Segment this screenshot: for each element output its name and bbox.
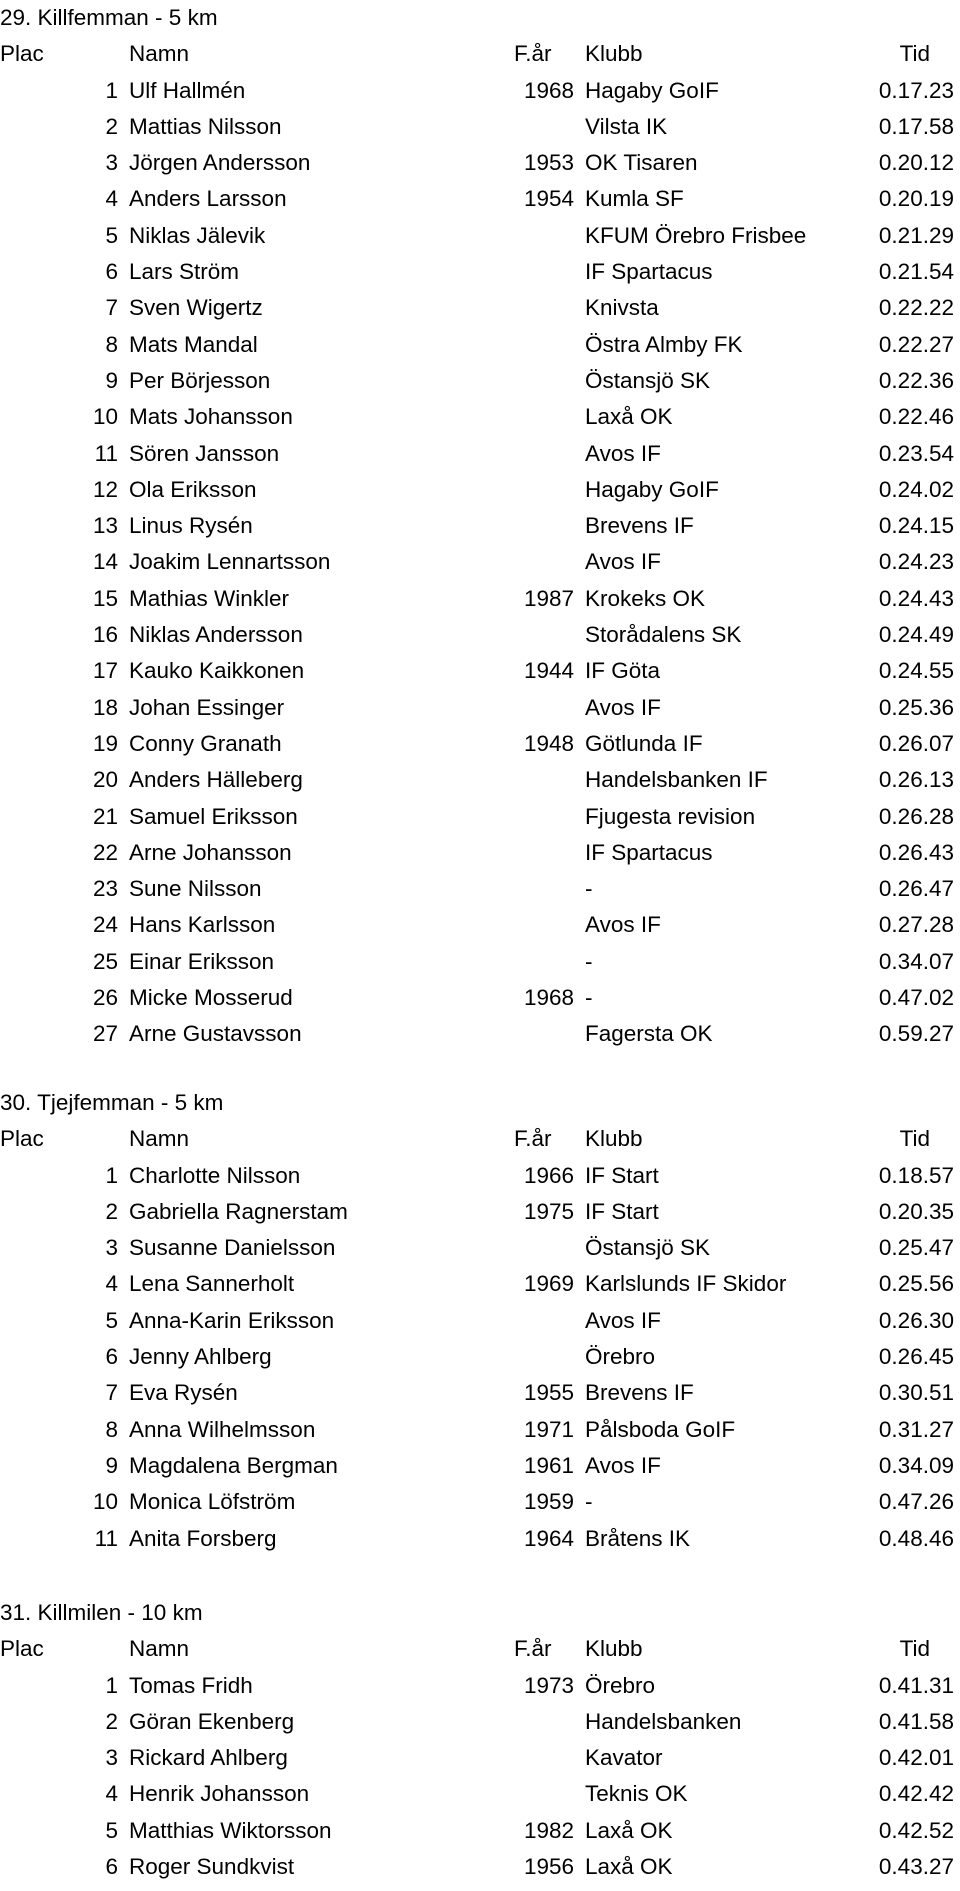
- column-header-row: [0, 1631, 960, 1667]
- cell-klubb: Hagaby GoIF: [585, 476, 719, 502]
- table-row: [0, 508, 960, 544]
- cell-plac: 27: [92, 1021, 118, 1047]
- table-row: [0, 1158, 960, 1194]
- cell-plac: 3: [105, 1235, 118, 1261]
- cell-namn: Henrik Johansson: [129, 1781, 310, 1807]
- table-row: [0, 109, 960, 145]
- cell-klubb: Brevens IF: [585, 513, 694, 539]
- cell-tid: 0.27.28: [878, 912, 954, 938]
- cell-plac: 11: [94, 440, 118, 466]
- cell-tid: 0.26.47: [878, 876, 954, 902]
- cell-klubb: Avos IF: [585, 1307, 661, 1333]
- table-row: [0, 1412, 960, 1448]
- table-row: [0, 1016, 960, 1052]
- cell-plac: 12: [92, 476, 118, 502]
- cell-plac: 6: [105, 1344, 118, 1370]
- table-row: [0, 762, 960, 798]
- cell-year: 1964: [523, 1525, 574, 1551]
- header-year: F.år: [514, 41, 552, 67]
- cell-year: 1956: [523, 1854, 574, 1880]
- cell-namn: Conny Granath: [129, 730, 282, 756]
- cell-tid: 0.25.56: [878, 1271, 954, 1297]
- header-plac: Plac: [0, 1636, 44, 1662]
- cell-tid: 0.24.15: [878, 513, 954, 539]
- cell-namn: Niklas Jälevik: [129, 222, 266, 248]
- cell-plac: 1: [105, 1162, 118, 1188]
- table-row: [0, 399, 960, 435]
- cell-namn: Eva Rysén: [129, 1380, 238, 1406]
- cell-plac: 9: [105, 367, 118, 393]
- cell-namn: Mattias Nilsson: [129, 113, 282, 139]
- table-row: [0, 254, 960, 290]
- table-row: [0, 1339, 960, 1375]
- cell-plac: 16: [92, 622, 118, 648]
- cell-year: 1968: [523, 985, 574, 1011]
- table-row: [0, 726, 960, 762]
- header-klubb: Klubb: [585, 41, 643, 67]
- cell-namn: Anna-Karin Eriksson: [129, 1307, 335, 1333]
- results-section: [0, 1085, 960, 1557]
- cell-tid: 0.24.55: [878, 658, 954, 684]
- cell-tid: 0.26.28: [878, 803, 954, 829]
- cell-tid: 0.18.57: [878, 1162, 954, 1188]
- header-year: F.år: [514, 1126, 552, 1152]
- section-title: 31. Killmilen - 10 km: [0, 1600, 203, 1625]
- cell-namn: Tomas Fridh: [129, 1672, 253, 1698]
- cell-namn: Micke Mosserud: [129, 985, 293, 1011]
- column-header-row: [0, 36, 960, 72]
- cell-plac: 15: [92, 585, 118, 611]
- table-row: [0, 327, 960, 363]
- cell-tid: 0.26.13: [878, 767, 954, 793]
- section-title-row: [0, 1595, 960, 1631]
- cell-plac: 19: [92, 730, 118, 756]
- table-row: [0, 1704, 960, 1740]
- cell-year: 1982: [523, 1817, 574, 1843]
- cell-klubb: Pålsboda GoIF: [585, 1416, 736, 1442]
- cell-klubb: Teknis OK: [585, 1781, 688, 1807]
- cell-namn: Jörgen Andersson: [129, 150, 311, 176]
- table-row: [0, 871, 960, 907]
- cell-plac: 2: [105, 1198, 118, 1224]
- cell-namn: Samuel Eriksson: [129, 803, 298, 829]
- cell-year: 1959: [523, 1489, 574, 1515]
- table-row: [0, 944, 960, 980]
- table-row: [0, 1740, 960, 1776]
- table-row: [0, 1668, 960, 1704]
- cell-klubb: Laxå OK: [585, 404, 673, 430]
- cell-tid: 0.34.07: [878, 948, 954, 974]
- cell-namn: Anita Forsberg: [129, 1525, 277, 1551]
- table-row: [0, 617, 960, 653]
- cell-plac: 7: [105, 1380, 118, 1406]
- table-row: [0, 145, 960, 181]
- cell-klubb: IF Spartacus: [585, 259, 713, 285]
- cell-namn: Lars Ström: [129, 259, 240, 285]
- cell-namn: Charlotte Nilsson: [129, 1162, 301, 1188]
- cell-tid: 0.41.31: [878, 1672, 954, 1698]
- cell-klubb: Avos IF: [585, 694, 661, 720]
- cell-year: 1944: [523, 658, 574, 684]
- cell-year: 1975: [523, 1198, 574, 1224]
- cell-tid: 0.43.27: [878, 1854, 954, 1880]
- cell-namn: Sören Jansson: [129, 440, 280, 466]
- cell-klubb: KFUM Örebro Frisbee: [585, 222, 807, 248]
- cell-tid: 0.26.30: [878, 1307, 954, 1333]
- table-row: [0, 73, 960, 109]
- header-namn: Namn: [129, 41, 190, 67]
- cell-klubb: Kavator: [585, 1745, 663, 1771]
- cell-klubb: Laxå OK: [585, 1854, 673, 1880]
- header-klubb: Klubb: [585, 1636, 643, 1662]
- cell-klubb: Storådalens SK: [585, 622, 742, 648]
- cell-namn: Susanne Danielsson: [129, 1235, 336, 1261]
- cell-plac: 3: [105, 1745, 118, 1771]
- cell-tid: 0.22.22: [878, 295, 954, 321]
- cell-plac: 20: [92, 767, 118, 793]
- cell-tid: 0.22.46: [878, 404, 954, 430]
- cell-namn: Johan Essinger: [129, 694, 285, 720]
- cell-namn: Per Börjesson: [129, 367, 271, 393]
- cell-klubb: IF Spartacus: [585, 839, 713, 865]
- cell-namn: Matthias Wiktorsson: [129, 1817, 332, 1843]
- cell-plac: 21: [92, 803, 118, 829]
- header-plac: Plac: [0, 1126, 44, 1152]
- cell-klubb: -: [585, 1489, 593, 1515]
- cell-plac: 18: [92, 694, 118, 720]
- table-row: [0, 290, 960, 326]
- cell-plac: 5: [105, 1307, 118, 1333]
- cell-namn: Arne Gustavsson: [129, 1021, 302, 1047]
- cell-tid: 0.25.36: [878, 694, 954, 720]
- cell-namn: Rickard Ahlberg: [129, 1745, 288, 1771]
- cell-tid: 0.24.02: [878, 476, 954, 502]
- cell-namn: Mats Mandal: [129, 331, 258, 357]
- cell-klubb: Avos IF: [585, 1452, 661, 1478]
- table-row: [0, 436, 960, 472]
- cell-namn: Einar Eriksson: [129, 948, 275, 974]
- cell-plac: 4: [105, 1271, 118, 1297]
- cell-tid: 0.24.43: [878, 585, 954, 611]
- cell-plac: 8: [105, 331, 118, 357]
- section-title: 29. Killfemman - 5 km: [0, 5, 218, 30]
- cell-plac: 14: [92, 549, 118, 575]
- cell-klubb: Östansjö SK: [585, 1235, 711, 1261]
- cell-plac: 4: [105, 186, 118, 212]
- cell-namn: Joakim Lennartsson: [129, 549, 331, 575]
- cell-year: 1969: [523, 1271, 574, 1297]
- cell-klubb: Karlslunds IF Skidor: [585, 1271, 787, 1297]
- cell-year: 1954: [523, 186, 574, 212]
- cell-klubb: Brevens IF: [585, 1380, 694, 1406]
- table-row: [0, 581, 960, 617]
- cell-namn: Sven Wigertz: [129, 295, 263, 321]
- cell-klubb: Bråtens IK: [585, 1525, 691, 1551]
- table-row: [0, 544, 960, 580]
- cell-tid: 0.31.27: [878, 1416, 954, 1442]
- table-row: [0, 1521, 960, 1557]
- table-row: [0, 363, 960, 399]
- cell-klubb: IF Göta: [585, 658, 661, 684]
- cell-klubb: Krokeks OK: [585, 585, 706, 611]
- cell-namn: Niklas Andersson: [129, 622, 303, 648]
- cell-tid: 0.42.42: [878, 1781, 954, 1807]
- cell-plac: 3: [105, 150, 118, 176]
- cell-namn: Jenny Ahlberg: [129, 1344, 272, 1370]
- cell-plac: 2: [105, 113, 118, 139]
- cell-namn: Hans Karlsson: [129, 912, 276, 938]
- cell-tid: 0.21.54: [878, 259, 954, 285]
- cell-klubb: -: [585, 948, 593, 974]
- cell-klubb: Kumla SF: [585, 186, 684, 212]
- cell-year: 1966: [523, 1162, 574, 1188]
- cell-namn: Arne Johansson: [129, 839, 292, 865]
- cell-tid: 0.22.27: [878, 331, 954, 357]
- cell-tid: 0.24.49: [878, 622, 954, 648]
- cell-year: 1955: [523, 1380, 574, 1406]
- cell-namn: Roger Sundkvist: [129, 1854, 295, 1880]
- cell-klubb: Knivsta: [585, 295, 659, 321]
- cell-plac: 23: [92, 876, 118, 902]
- cell-tid: 0.25.47: [878, 1235, 954, 1261]
- cell-klubb: IF Start: [585, 1162, 659, 1188]
- cell-namn: Gabriella Ragnerstam: [129, 1198, 348, 1224]
- cell-plac: 5: [105, 222, 118, 248]
- cell-plac: 4: [105, 1781, 118, 1807]
- cell-namn: Monica Löfström: [129, 1489, 296, 1515]
- cell-plac: 11: [94, 1525, 118, 1551]
- cell-namn: Anders Larsson: [129, 186, 287, 212]
- table-row: [0, 1484, 960, 1520]
- cell-plac: 1: [105, 77, 118, 103]
- table-row: [0, 1230, 960, 1266]
- header-klubb: Klubb: [585, 1126, 643, 1152]
- cell-klubb: Handelsbanken IF: [585, 767, 768, 793]
- cell-namn: Mathias Winkler: [129, 585, 290, 611]
- cell-namn: Lena Sannerholt: [129, 1271, 295, 1297]
- cell-klubb: Avos IF: [585, 440, 661, 466]
- cell-namn: Linus Rysén: [129, 513, 253, 539]
- cell-namn: Sune Nilsson: [129, 876, 262, 902]
- table-row: [0, 653, 960, 689]
- cell-klubb: IF Start: [585, 1198, 659, 1224]
- table-row: [0, 907, 960, 943]
- cell-plac: 24: [92, 912, 118, 938]
- cell-klubb: -: [585, 985, 593, 1011]
- table-row: [0, 1849, 960, 1885]
- table-row: [0, 980, 960, 1016]
- cell-year: 1971: [523, 1416, 574, 1442]
- table-row: [0, 218, 960, 254]
- table-row: [0, 1776, 960, 1812]
- cell-tid: 0.21.29: [878, 222, 954, 248]
- cell-klubb: Götlunda IF: [585, 730, 703, 756]
- header-namn: Namn: [129, 1126, 190, 1152]
- cell-year: 1948: [523, 730, 574, 756]
- cell-tid: 0.20.12: [878, 150, 954, 176]
- cell-tid: 0.17.58: [878, 113, 954, 139]
- header-namn: Namn: [129, 1636, 190, 1662]
- cell-plac: 13: [92, 513, 118, 539]
- table-row: [0, 1303, 960, 1339]
- results-section: [0, 1595, 960, 1885]
- cell-namn: Anna Wilhelmsson: [129, 1416, 316, 1442]
- cell-plac: 25: [92, 948, 118, 974]
- cell-plac: 22: [92, 839, 118, 865]
- cell-year: 1987: [523, 585, 574, 611]
- cell-klubb: OK Tisaren: [585, 150, 698, 176]
- cell-klubb: Hagaby GoIF: [585, 77, 719, 103]
- cell-tid: 0.24.23: [878, 549, 954, 575]
- column-header-row: [0, 1121, 960, 1157]
- cell-year: 1968: [523, 77, 574, 103]
- cell-tid: 0.26.45: [878, 1344, 954, 1370]
- table-row: [0, 1813, 960, 1849]
- cell-plac: 6: [105, 259, 118, 285]
- cell-year: 1953: [523, 150, 574, 176]
- header-tid: Tid: [899, 1126, 930, 1152]
- cell-tid: 0.47.26: [878, 1489, 954, 1515]
- cell-plac: 7: [105, 295, 118, 321]
- cell-tid: 0.42.52: [878, 1817, 954, 1843]
- cell-tid: 0.48.46: [878, 1525, 954, 1551]
- cell-namn: Kauko Kaikkonen: [129, 658, 305, 684]
- cell-year: 1973: [523, 1672, 574, 1698]
- cell-tid: 0.26.07: [878, 730, 954, 756]
- cell-plac: 1: [105, 1672, 118, 1698]
- table-row: [0, 181, 960, 217]
- cell-klubb: Fjugesta revision: [585, 803, 756, 829]
- cell-klubb: Vilsta IK: [585, 113, 668, 139]
- cell-tid: 0.34.09: [878, 1452, 954, 1478]
- cell-klubb: Örebro: [585, 1344, 656, 1370]
- cell-plac: 10: [92, 404, 118, 430]
- cell-tid: 0.42.01: [878, 1745, 954, 1771]
- cell-klubb: Östansjö SK: [585, 367, 711, 393]
- section-title-row: [0, 0, 960, 36]
- table-row: [0, 799, 960, 835]
- cell-tid: 0.26.43: [878, 839, 954, 865]
- cell-tid: 0.23.54: [878, 440, 954, 466]
- header-tid: Tid: [899, 41, 930, 67]
- cell-tid: 0.30.51: [878, 1380, 954, 1406]
- cell-namn: Ulf Hallmén: [129, 77, 246, 103]
- table-row: [0, 1194, 960, 1230]
- cell-plac: 10: [92, 1489, 118, 1515]
- cell-namn: Mats Johansson: [129, 404, 293, 430]
- cell-klubb: Handelsbanken: [585, 1708, 742, 1734]
- cell-klubb: Östra Almby FK: [585, 331, 743, 357]
- header-plac: Plac: [0, 41, 44, 67]
- cell-plac: 2: [105, 1708, 118, 1734]
- cell-klubb: Avos IF: [585, 549, 661, 575]
- cell-klubb: Fagersta OK: [585, 1021, 713, 1047]
- cell-plac: 9: [105, 1452, 118, 1478]
- table-row: [0, 1375, 960, 1411]
- section-title: 30. Tjejfemman - 5 km: [0, 1090, 224, 1115]
- cell-tid: 0.59.27: [878, 1021, 954, 1047]
- header-tid: Tid: [899, 1636, 930, 1662]
- table-row: [0, 1266, 960, 1302]
- header-year: F.år: [514, 1636, 552, 1662]
- cell-namn: Ola Eriksson: [129, 476, 257, 502]
- cell-tid: 0.41.58: [878, 1708, 954, 1734]
- cell-plac: 5: [105, 1817, 118, 1843]
- cell-namn: Göran Ekenberg: [129, 1708, 295, 1734]
- cell-tid: 0.22.36: [878, 367, 954, 393]
- cell-klubb: Avos IF: [585, 912, 661, 938]
- cell-klubb: -: [585, 876, 593, 902]
- cell-plac: 6: [105, 1854, 118, 1880]
- cell-tid: 0.20.19: [878, 186, 954, 212]
- table-row: [0, 1448, 960, 1484]
- cell-namn: Anders Hälleberg: [129, 767, 303, 793]
- table-row: [0, 472, 960, 508]
- cell-tid: 0.20.35: [878, 1198, 954, 1224]
- table-row: [0, 835, 960, 871]
- cell-year: 1961: [523, 1452, 574, 1478]
- cell-klubb: Örebro: [585, 1672, 656, 1698]
- cell-plac: 26: [92, 985, 118, 1011]
- cell-plac: 8: [105, 1416, 118, 1442]
- cell-plac: 17: [92, 658, 118, 684]
- cell-tid: 0.17.23: [878, 77, 954, 103]
- cell-klubb: Laxå OK: [585, 1817, 673, 1843]
- table-row: [0, 690, 960, 726]
- section-title-row: [0, 1085, 960, 1121]
- cell-namn: Magdalena Bergman: [129, 1452, 338, 1478]
- cell-tid: 0.47.02: [878, 985, 954, 1011]
